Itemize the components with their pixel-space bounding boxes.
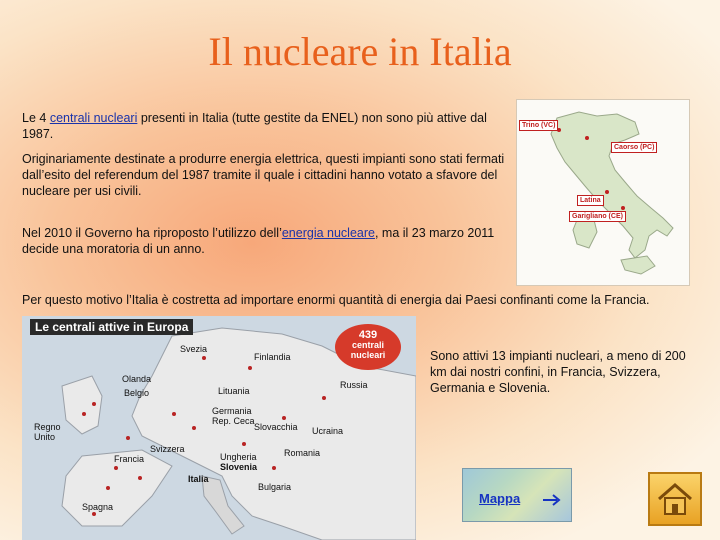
- link-energia-nucleare[interactable]: energia nucleare: [281, 226, 375, 240]
- home-button[interactable]: [648, 472, 702, 526]
- page-title: Il nucleare in Italia: [208, 29, 512, 74]
- country-bulgaria: Bulgaria: [258, 482, 292, 492]
- paragraph-importazione: Per questo motivo l’Italia è costretta ad importare enormi quantità di energia dai Paesi confinanti come la Francia.: [22, 293, 650, 307]
- country-francia: Francia: [114, 454, 145, 464]
- country-finlandia: Finlandia: [254, 352, 291, 362]
- paragraph-governo: [22, 225, 512, 257]
- map-label-latina: Latina: [577, 195, 604, 206]
- country-ungheria: Ungheria: [220, 452, 257, 462]
- reactor-marker: [282, 416, 286, 420]
- reactor-marker: [192, 426, 196, 430]
- map-label-caorso: Caorso (PC): [611, 142, 657, 153]
- reactor-count-badge: [335, 324, 401, 370]
- reactor-marker: [92, 402, 96, 406]
- paragraph-referendum: Originariamente destinate a produrre energia elettrica, questi impianti sono stati fermati dall’esito del referendum del 1987 tramite il quale i cittadini hanno votato a sfavore del nucleare per usi civili.: [22, 152, 505, 198]
- italy-nuclear-map: [516, 99, 690, 286]
- home-icon: [656, 480, 694, 523]
- reactor-marker: [114, 466, 118, 470]
- country-russia: Russia: [340, 380, 368, 390]
- reactor-marker: [322, 396, 326, 400]
- reactor-marker: [202, 356, 206, 360]
- reactor-marker: [248, 366, 252, 370]
- reactor-count-number: 439: [358, 329, 378, 341]
- mappa-button-label: Mappa: [479, 491, 521, 506]
- country-svizzera: Svizzera: [150, 444, 185, 454]
- arrow-right-icon: [543, 493, 563, 511]
- reactor-marker: [272, 466, 276, 470]
- reactor-marker: [242, 442, 246, 446]
- country-italia: Italia: [188, 474, 209, 484]
- country-olanda: Olanda: [122, 374, 152, 384]
- paragraph-impianti-confine: Sono attivi 13 impianti nucleari, a meno di 200 km dai nostri confini, in Francia, Svizzera, Germania e Slovenia.: [430, 349, 686, 395]
- reactor-marker: [172, 412, 176, 416]
- map-label-garigliano: Garigliano (CE): [569, 211, 626, 222]
- country-svezia: Svezia: [180, 344, 208, 354]
- country-slovenia: Slovenia: [220, 462, 258, 472]
- paragraph-text: presenti in Italia (tutte gestite da ENEL) non sono più attive dal 1987.: [22, 111, 487, 141]
- mappa-button[interactable]: [462, 468, 572, 522]
- country-germania: Germania: [212, 406, 252, 416]
- country-rep-ceca: Rep. Ceca: [212, 416, 255, 426]
- country-romania: Romania: [284, 448, 321, 458]
- reactor-marker: [126, 436, 130, 440]
- paragraph-text: Le 4: [22, 111, 50, 125]
- reactor-marker: [138, 476, 142, 480]
- country-regno-unito: Regno Unito: [34, 422, 61, 442]
- map-marker: [605, 190, 609, 194]
- europe-nuclear-map: [22, 316, 416, 540]
- country-lituania: Lituania: [218, 386, 250, 396]
- paragraph-text: Nel 2010 il Governo ha riproposto l’utilizzo dell’: [22, 226, 282, 240]
- paragraph-text: , ma il 23 marzo 2011 decide una moratoria di un anno.: [22, 226, 495, 256]
- badge-line1: centrali: [351, 340, 384, 350]
- paragraph-centrali: [22, 110, 512, 142]
- country-ucraina: Ucraina: [312, 426, 344, 436]
- country-spagna: Spagna: [82, 502, 114, 512]
- reactor-marker: [92, 512, 96, 516]
- europe-map-title: Le centrali attive in Europa: [30, 319, 193, 335]
- badge-line2: nucleari: [350, 350, 386, 360]
- link-centrali-nucleari[interactable]: centrali nucleari: [49, 111, 138, 125]
- reactor-marker: [82, 412, 86, 416]
- map-marker: [621, 206, 625, 210]
- country-belgio: Belgio: [124, 388, 150, 398]
- map-label-trino: Trino (VC): [519, 120, 558, 131]
- country-slovacchia: Slovacchia: [254, 422, 298, 432]
- map-marker: [585, 136, 589, 140]
- reactor-marker: [106, 486, 110, 490]
